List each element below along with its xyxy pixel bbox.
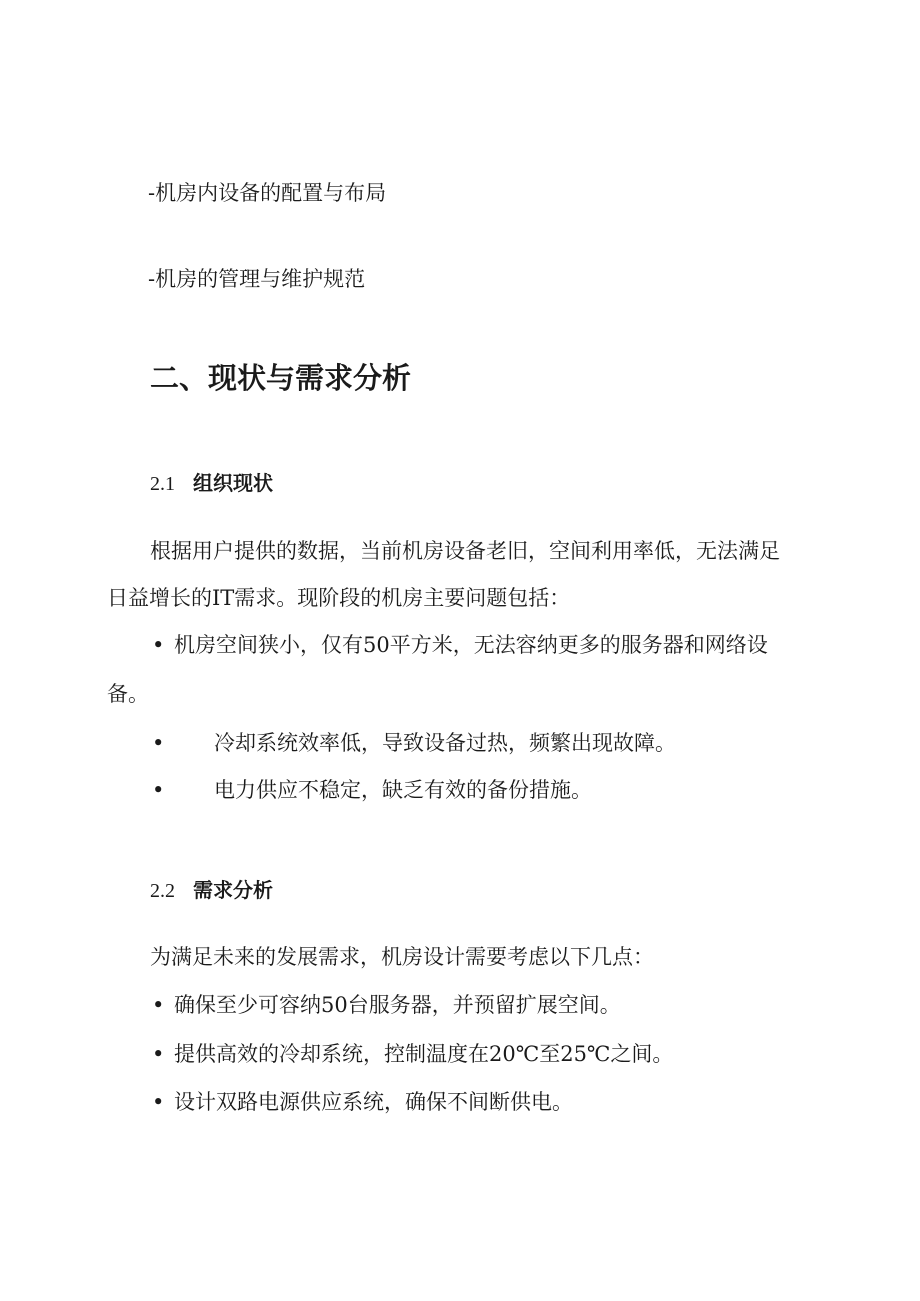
list-item: -机房内设备的配置与布局 — [148, 181, 387, 205]
list-item-text: 冷却系统效率低，导致设备过热，频繁出现故障。 — [214, 731, 676, 755]
list-item — [152, 1040, 673, 1068]
list-item-text: 设计双路电源供应系统，确保不间断供电。 — [174, 1090, 573, 1114]
list-item — [152, 1088, 573, 1116]
section-heading: 二、现状与需求分析 — [150, 361, 412, 395]
bullet-icon: • — [152, 633, 165, 657]
list-item — [152, 631, 768, 659]
list-item — [152, 729, 676, 757]
list-item — [152, 776, 592, 804]
list-item-text: 机房空间狭小，仅有50平方米，无法容纳更多的服务器和网络设 — [174, 633, 768, 657]
subsection-number: 2.2 — [150, 880, 175, 902]
paragraph-line: 日益增长的IT需求。现阶段的机房主要问题包括： — [107, 586, 571, 610]
paragraph-line: 根据用户提供的数据，当前机房设备老旧，空间利用率低，无法满足 — [150, 539, 780, 563]
bullet-icon: • — [152, 1090, 165, 1114]
list-item-text: 确保至少可容纳50台服务器，并预留扩展空间。 — [174, 993, 621, 1017]
subsection-number: 2.1 — [150, 473, 175, 495]
list-item-text: 提供高效的冷却系统，控制温度在20℃至25℃之间。 — [174, 1042, 674, 1066]
subsection-title: 组织现状 — [193, 471, 273, 495]
bullet-icon: • — [152, 731, 165, 755]
subsection-heading — [150, 876, 273, 905]
subsection-heading — [150, 469, 273, 498]
bullet-icon: • — [152, 993, 165, 1017]
paragraph-line: 为满足未来的发展需求，机房设计需要考虑以下几点： — [150, 945, 654, 969]
subsection-title: 需求分析 — [193, 878, 273, 902]
list-item — [152, 991, 621, 1019]
list-item: -机房的管理与维护规范 — [148, 267, 366, 291]
bullet-icon: • — [152, 778, 165, 802]
bullet-icon: • — [152, 1042, 165, 1066]
list-item-text: 电力供应不稳定，缺乏有效的备份措施。 — [214, 778, 592, 802]
list-item-continuation: 备。 — [107, 682, 149, 706]
